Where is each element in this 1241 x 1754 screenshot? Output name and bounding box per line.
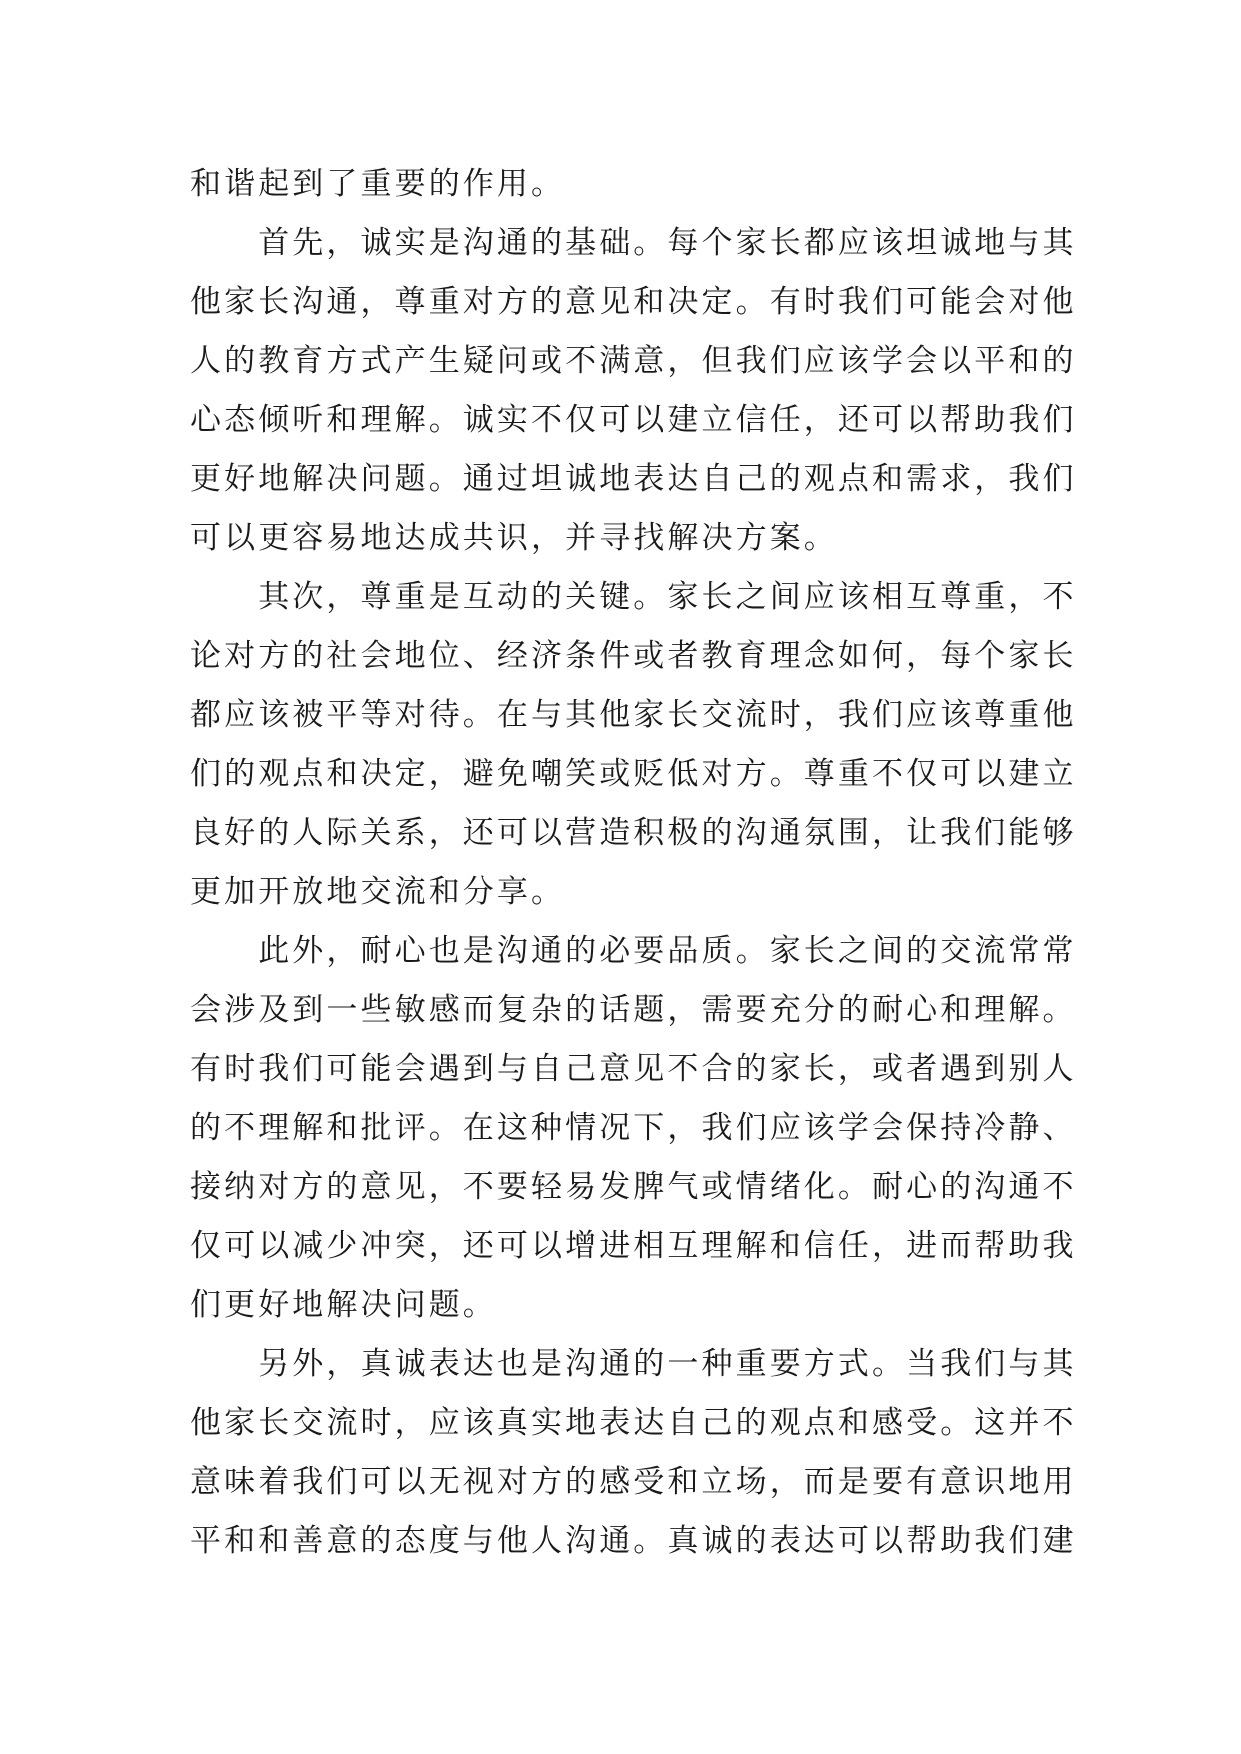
text-line: 都应该被平等对待。在与其他家长交流时，我们应该尊重他 <box>190 697 1077 733</box>
text-line: 会涉及到一些敏感而复杂的话题，需要充分的耐心和理解。 <box>190 992 1077 1028</box>
text-line: 们更好地解决问题。 <box>190 1287 497 1323</box>
text-line: 人的教育方式产生疑问或不满意，但我们应该学会以平和的 <box>190 343 1077 379</box>
text-line: 接纳对方的意见，不要轻易发脾气或情绪化。耐心的沟通不 <box>190 1169 1077 1205</box>
text-line: 另外，真诚表达也是沟通的一种重要方式。当我们与其 <box>190 1346 1077 1382</box>
text-line: 平和和善意的态度与他人沟通。真诚的表达可以帮助我们建 <box>190 1523 1077 1559</box>
text-line: 有时我们可能会遇到与自己意见不合的家长，或者遇到别人 <box>190 1051 1077 1087</box>
text-line: 心态倾听和理解。诚实不仅可以建立信任，还可以帮助我们 <box>190 402 1077 438</box>
text-line: 更加开放地交流和分享。 <box>190 874 566 910</box>
text-line: 意味着我们可以无视对方的感受和立场，而是要有意识地用 <box>190 1464 1077 1500</box>
body-text <box>190 155 1077 1571</box>
text-line: 此外，耐心也是沟通的必要品质。家长之间的交流常常 <box>190 933 1077 969</box>
text-line: 他家长沟通，尊重对方的意见和决定。有时我们可能会对他 <box>190 284 1077 320</box>
text-line: 论对方的社会地位、经济条件或者教育理念如何，每个家长 <box>190 638 1077 674</box>
text-line: 可以更容易地达成共识，并寻找解决方案。 <box>190 520 838 556</box>
text-line: 他家长交流时，应该真实地表达自己的观点和感受。这并不 <box>190 1405 1077 1441</box>
text-line: 和谐起到了重要的作用。 <box>190 166 566 202</box>
text-line: 的不理解和批评。在这种情况下，我们应该学会保持冷静、 <box>190 1110 1077 1146</box>
text-line: 良好的人际关系，还可以营造积极的沟通氛围，让我们能够 <box>190 815 1077 851</box>
text-line: 首先，诚实是沟通的基础。每个家长都应该坦诚地与其 <box>190 225 1077 261</box>
text-line: 其次，尊重是互动的关键。家长之间应该相互尊重，不 <box>190 579 1077 615</box>
text-line: 更好地解决问题。通过坦诚地表达自己的观点和需求，我们 <box>190 461 1077 497</box>
text-line: 仅可以减少冲突，还可以增进相互理解和信任，进而帮助我 <box>190 1228 1077 1264</box>
text-line: 们的观点和决定，避免嘲笑或贬低对方。尊重不仅可以建立 <box>190 756 1077 792</box>
